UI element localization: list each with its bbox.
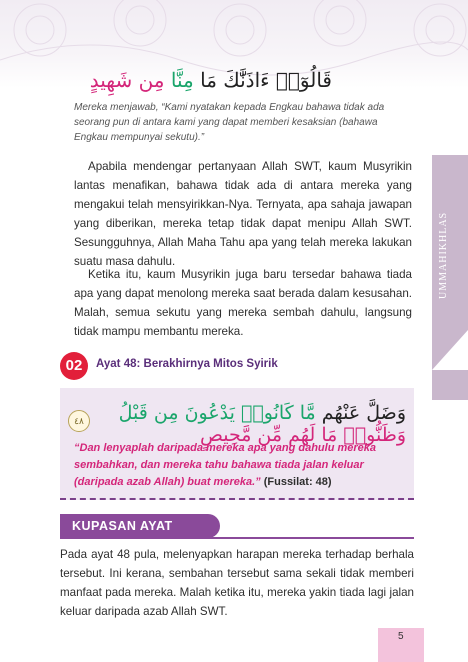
quran-verse-48: [94, 402, 406, 446]
kupasan-divider: [60, 537, 414, 539]
section-number-badge: 02: [60, 352, 88, 380]
translation-text: “Dan lenyaplah daripada mereka apa yang dahulu mereka sembahkan, dan mereka tahu bahawa tiada jalan keluar (daripada azab Allah) buat mereka.”: [74, 442, 377, 488]
page-number: 5: [398, 631, 404, 642]
body-paragraph-1: Apabila mendengar pertanyaan Allah SWT, kaum Musyrikin lantas menafikan, bahawa tidak ada di antara mereka yang mengakui telah mensyirikkan-Nya. Ternyata, apa sahaja jawapan yang diberikan, mereka tetap tidak dapat menipu Allah SWT. Sesungguhnya, Allah Maha Tahu apa yang telah mereka lakukan suatu masa dahulu.: [74, 160, 412, 268]
body-paragraph-2: Ketika itu, kaum Musyrikin juga baru tersedar bahawa tiada apa yang dapat menolong mereka saat berada dalam kesusahan. Malah, semua sekutu yang mereka sembah dahulu, langsung tidak mampu membantu mereka.: [74, 268, 412, 338]
kupasan-heading: KUPASAN AYAT: [72, 519, 173, 533]
verse-reference: (Fussilat: 48): [263, 476, 332, 488]
verse-segment: قَالُوٓا۟ ءَاذَنَّٰكَ مَا: [200, 68, 332, 92]
verse-segment-green: مِنَّا: [170, 68, 194, 92]
quran-verse-47: [70, 68, 332, 98]
verse-segment: وَضَلَّ عَنْهُم: [321, 402, 406, 424]
verse-translation: Mereka menjawab, “Kami nyatakan kepada Engkau bahawa tidak ada seorang pun di antara kami yang dapat memberi kesaksian (bahawa Engkau mempunyai sekutu).”: [74, 102, 385, 143]
kupasan-paragraph: Pada ayat 48 pula, melenyapkan harapan mereka terhadap berhala tersebut. Ini kerana, sembahan tersebut sama sekali tidak memberi manfaat pada mereka. Malah ketika itu, mereka yakin tiada lagi jalan keluar daripada azab Allah SWT.: [60, 548, 414, 618]
kupasan-heading-bar: [60, 514, 220, 538]
verse-segment-green: مَّا كَانُوا۟ يَدْعُونَ مِن قَبْلُ: [118, 402, 316, 424]
verse-segment-pink: وَظَنُّوا۟ مَا لَهُم مِّن مَّحِيصٍ: [199, 424, 406, 446]
verse-segment-pink: مِن شَهِيدٍ: [89, 68, 165, 92]
section-title: Ayat 48: Berakhirnya Mitos Syirik: [96, 358, 278, 370]
verse-number-ornament: ٤٨: [68, 410, 90, 432]
side-tab-label: UMMAHIKHLAS: [438, 211, 449, 299]
verse-48-translation: [74, 440, 408, 491]
side-tab-notch: [432, 330, 468, 370]
